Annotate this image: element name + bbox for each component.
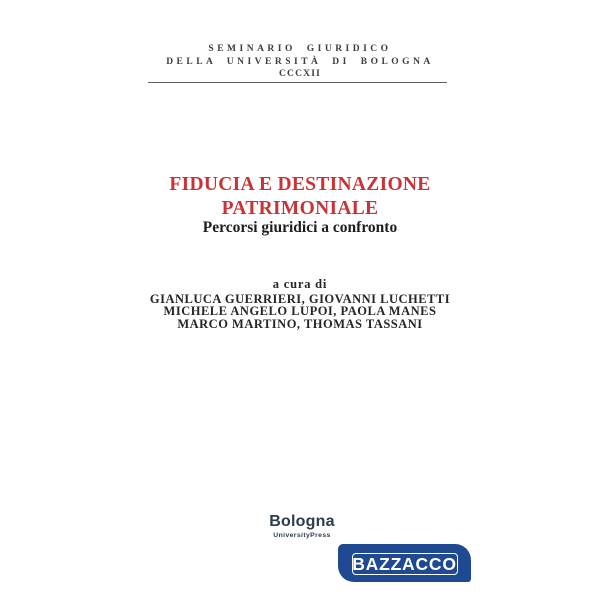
- publisher-name: Bologna: [269, 513, 335, 530]
- editors-intro: a cura di: [272, 277, 328, 291]
- book-title-line1: FIDUCIA E DESTINAZIONE: [169, 174, 431, 195]
- series-divider: [148, 82, 447, 83]
- book-title-line2: PATRIMONIALE: [221, 197, 379, 219]
- editors-line-1: GIANLUCA GUERRIERI, GIOVANNI LUCHETTI: [149, 291, 451, 306]
- distributor-label-box: [352, 553, 458, 575]
- editors-line-3: MARCO MARTINO, THOMAS TASSANI: [177, 316, 423, 331]
- series-title-line2: DELLA UNIVERSITÀ DI BOLOGNA: [166, 57, 434, 67]
- book-subtitle: Percorsi giuridici a confronto: [202, 219, 398, 236]
- distributor-label: BAZZACCO: [352, 553, 457, 574]
- series-title-line1: SEMINARIO GIURIDICO: [208, 44, 392, 54]
- distributor-banner: [338, 544, 471, 583]
- series-number: CCCXII: [278, 69, 322, 79]
- publisher-logo: [4, 514, 600, 540]
- editors-line-2: MICHELE ANGELO LUPOI, PAOLA MANES: [163, 304, 437, 318]
- publisher-subname: UniversityPress: [273, 532, 331, 540]
